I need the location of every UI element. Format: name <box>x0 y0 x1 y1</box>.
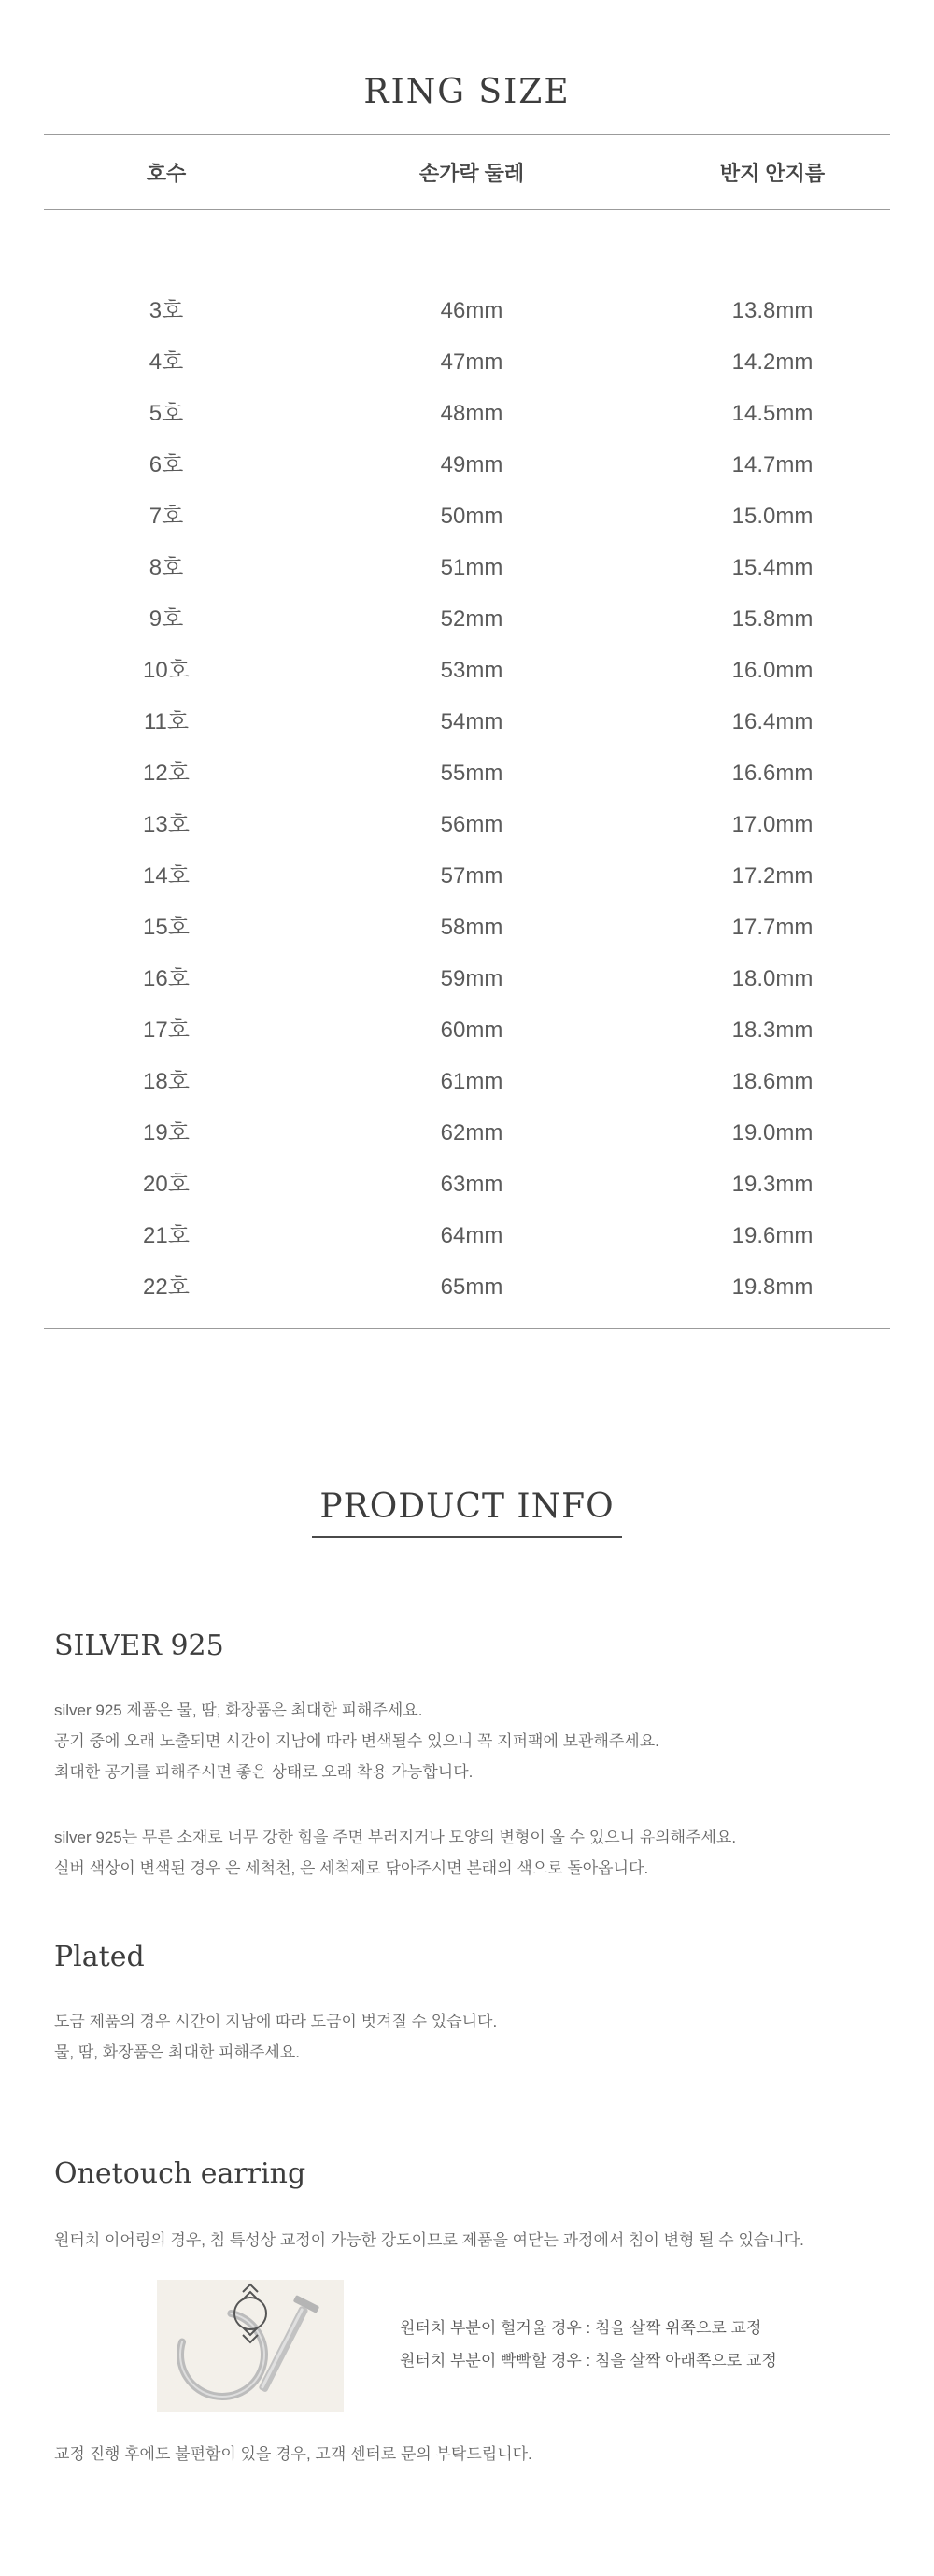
ring-inner-diameter: 18.3mm <box>731 1018 814 1043</box>
finger-circumference: 62mm <box>440 1120 503 1146</box>
finger-circumference: 63mm <box>440 1172 503 1197</box>
plated-heading: Plated <box>54 1941 145 1973</box>
ring-inner-diameter: 16.6mm <box>731 761 814 786</box>
finger-circumference: 55mm <box>440 761 503 786</box>
ring-size-number: 3호 <box>149 298 184 323</box>
column-header-diameter: 반지 안지름 <box>719 161 826 185</box>
earring-hoop-highlight <box>173 2305 273 2405</box>
care-note-line: silver 925 제품은 물, 땀, 화장품은 최대한 피해주세요. <box>54 1701 423 1719</box>
onetouch-figure <box>54 2280 885 2412</box>
table-row <box>44 645 890 696</box>
finger-circumference: 49mm <box>440 452 503 477</box>
ring-size-number: 19호 <box>143 1120 190 1146</box>
ring-inner-diameter: 16.0mm <box>731 658 814 683</box>
table-row <box>44 388 890 439</box>
finger-circumference: 60mm <box>440 1018 503 1043</box>
finger-circumference: 58mm <box>440 915 503 940</box>
ring-inner-diameter: 19.3mm <box>731 1172 814 1197</box>
finger-circumference: 57mm <box>440 863 503 889</box>
table-row <box>44 1004 890 1056</box>
column-header-size: 호수 <box>146 161 187 185</box>
adjustment-guide-line: 원터치 부분이 빡빡할 경우 : 침을 살짝 아래쪽으로 교정 <box>400 2352 777 2370</box>
ring-inner-diameter: 17.7mm <box>731 915 814 940</box>
plated-paragraph <box>54 2006 885 2068</box>
table-row <box>44 593 890 645</box>
onetouch-earring-heading: Onetouch earring <box>54 2157 306 2190</box>
finger-circumference: 54mm <box>440 709 503 734</box>
ring-inner-diameter: 17.0mm <box>731 812 814 837</box>
table-header-row <box>44 135 890 210</box>
care-note-line: silver 925는 무른 소재로 너무 강한 힘을 주면 부러지거나 모양의 변형이 올 수 있으니 유의해주세요. <box>54 1829 737 1846</box>
section-plated <box>54 1911 885 2068</box>
ring-inner-diameter: 18.0mm <box>731 966 814 991</box>
care-note-line: 실버 색상이 변색된 경우 은 세척천, 은 세척제로 닦아주시면 본래의 색으로 돌아옵니다. <box>54 1859 649 1877</box>
table-row <box>44 902 890 953</box>
ring-inner-diameter: 13.8mm <box>731 298 814 323</box>
table-row <box>44 1056 890 1107</box>
ring-inner-diameter: 14.5mm <box>731 401 814 426</box>
earring-hoop <box>173 2305 273 2405</box>
onetouch-earring-illustration <box>157 2280 344 2412</box>
table-row <box>44 491 890 542</box>
table-body <box>44 210 890 1328</box>
ring-size-number: 10호 <box>143 658 190 683</box>
ring-inner-diameter: 19.0mm <box>731 1120 814 1146</box>
section-onetouch-earring <box>54 2128 885 2485</box>
ring-inner-diameter: 19.6mm <box>731 1223 814 1248</box>
table-row <box>44 336 890 388</box>
table-row <box>44 1107 890 1159</box>
ring-inner-diameter: 15.4mm <box>731 555 814 580</box>
table-row <box>44 1159 890 1210</box>
ring-inner-diameter: 18.6mm <box>731 1069 814 1094</box>
finger-circumference: 53mm <box>440 658 503 683</box>
table-row <box>44 1210 890 1261</box>
finger-circumference: 59mm <box>440 966 503 991</box>
ring-inner-diameter: 15.0mm <box>731 504 814 529</box>
ring-size-number: 14호 <box>143 863 190 889</box>
ring-inner-diameter: 14.2mm <box>731 349 814 375</box>
care-note-line: 최대한 공기를 피해주시면 좋은 상태로 오래 착용 가능합니다. <box>54 1763 474 1781</box>
ring-size-number: 13호 <box>143 812 190 837</box>
finger-circumference: 61mm <box>440 1069 503 1094</box>
table-row <box>44 747 890 799</box>
table-row <box>44 799 890 850</box>
ring-size-table <box>44 134 890 1329</box>
table-row <box>44 953 890 1004</box>
table-row <box>44 285 890 336</box>
table-row <box>44 1261 890 1313</box>
finger-circumference: 51mm <box>440 555 503 580</box>
care-note-line: 도금 제품의 경우 시간이 지남에 따라 도금이 벗겨질 수 있습니다. <box>54 2013 498 2030</box>
ring-size-number: 7호 <box>149 504 184 529</box>
care-note-line: 물, 땀, 화장품은 최대한 피해주세요. <box>54 2043 300 2061</box>
ring-inner-diameter: 19.8mm <box>731 1274 814 1300</box>
ring-size-number: 4호 <box>149 349 184 375</box>
ring-inner-diameter: 15.8mm <box>731 606 814 632</box>
ring-size-number: 12호 <box>143 761 190 786</box>
ring-size-number: 9호 <box>149 606 184 632</box>
ring-size-title: RING SIZE <box>363 73 571 112</box>
table-row <box>44 850 890 902</box>
ring-size-number: 6호 <box>149 452 184 477</box>
onetouch-intro-paragraph <box>54 2225 885 2256</box>
ring-inner-diameter: 17.2mm <box>731 863 814 889</box>
finger-circumference: 48mm <box>440 401 503 426</box>
ring-size-number: 17호 <box>143 1018 190 1043</box>
finger-circumference: 47mm <box>440 349 503 375</box>
table-row <box>44 696 890 747</box>
care-note-line: 공기 중에 오래 노출되면 시간이 지남에 따라 변색될수 있으니 꼭 지퍼팩에 보관해주세요. <box>54 1732 659 1750</box>
ring-size-number: 15호 <box>143 915 190 940</box>
table-row <box>44 542 890 593</box>
silver925-paragraph-1 <box>54 1695 885 1787</box>
ring-size-number: 5호 <box>149 401 184 426</box>
ring-size-number: 8호 <box>149 555 184 580</box>
product-info-header <box>0 1458 934 1566</box>
ring-size-number: 16호 <box>143 966 190 991</box>
finger-circumference: 46mm <box>440 298 503 323</box>
ring-size-number: 20호 <box>143 1172 190 1197</box>
finger-circumference: 64mm <box>440 1223 503 1248</box>
product-info-title: PRODUCT INFO <box>312 1486 621 1538</box>
ring-size-number: 18호 <box>143 1069 190 1094</box>
earring-image <box>157 2280 344 2412</box>
column-header-circumference: 손가락 둘레 <box>418 161 525 185</box>
silver925-paragraph-2 <box>54 1822 885 1884</box>
silver925-heading: SILVER 925 <box>54 1630 224 1662</box>
ring-size-number: 22호 <box>143 1274 190 1300</box>
adjustment-guide <box>400 2280 777 2377</box>
table-row <box>44 439 890 491</box>
finger-circumference: 52mm <box>440 606 503 632</box>
ring-size-number: 11호 <box>143 709 190 734</box>
finger-circumference: 65mm <box>440 1274 503 1300</box>
customer-service-note: 교정 진행 후에도 불편함이 있을 경우, 고객 센터로 문의 부탁드립니다. <box>54 2445 532 2463</box>
ring-inner-diameter: 14.7mm <box>731 452 814 477</box>
ring-size-number: 21호 <box>143 1223 190 1248</box>
care-note-line: 원터치 이어링의 경우, 침 특성상 교정이 가능한 강도이므로 제품을 여닫는 과정에서 침이 변형 될 수 있습니다. <box>54 2231 804 2249</box>
adjustment-guide-line: 원터치 부분이 헐거울 경우 : 침을 살짝 위쪽으로 교정 <box>400 2319 762 2337</box>
finger-circumference: 50mm <box>440 504 503 529</box>
ring-inner-diameter: 16.4mm <box>731 709 814 734</box>
section-silver925 <box>54 1600 885 1884</box>
finger-circumference: 56mm <box>440 812 503 837</box>
